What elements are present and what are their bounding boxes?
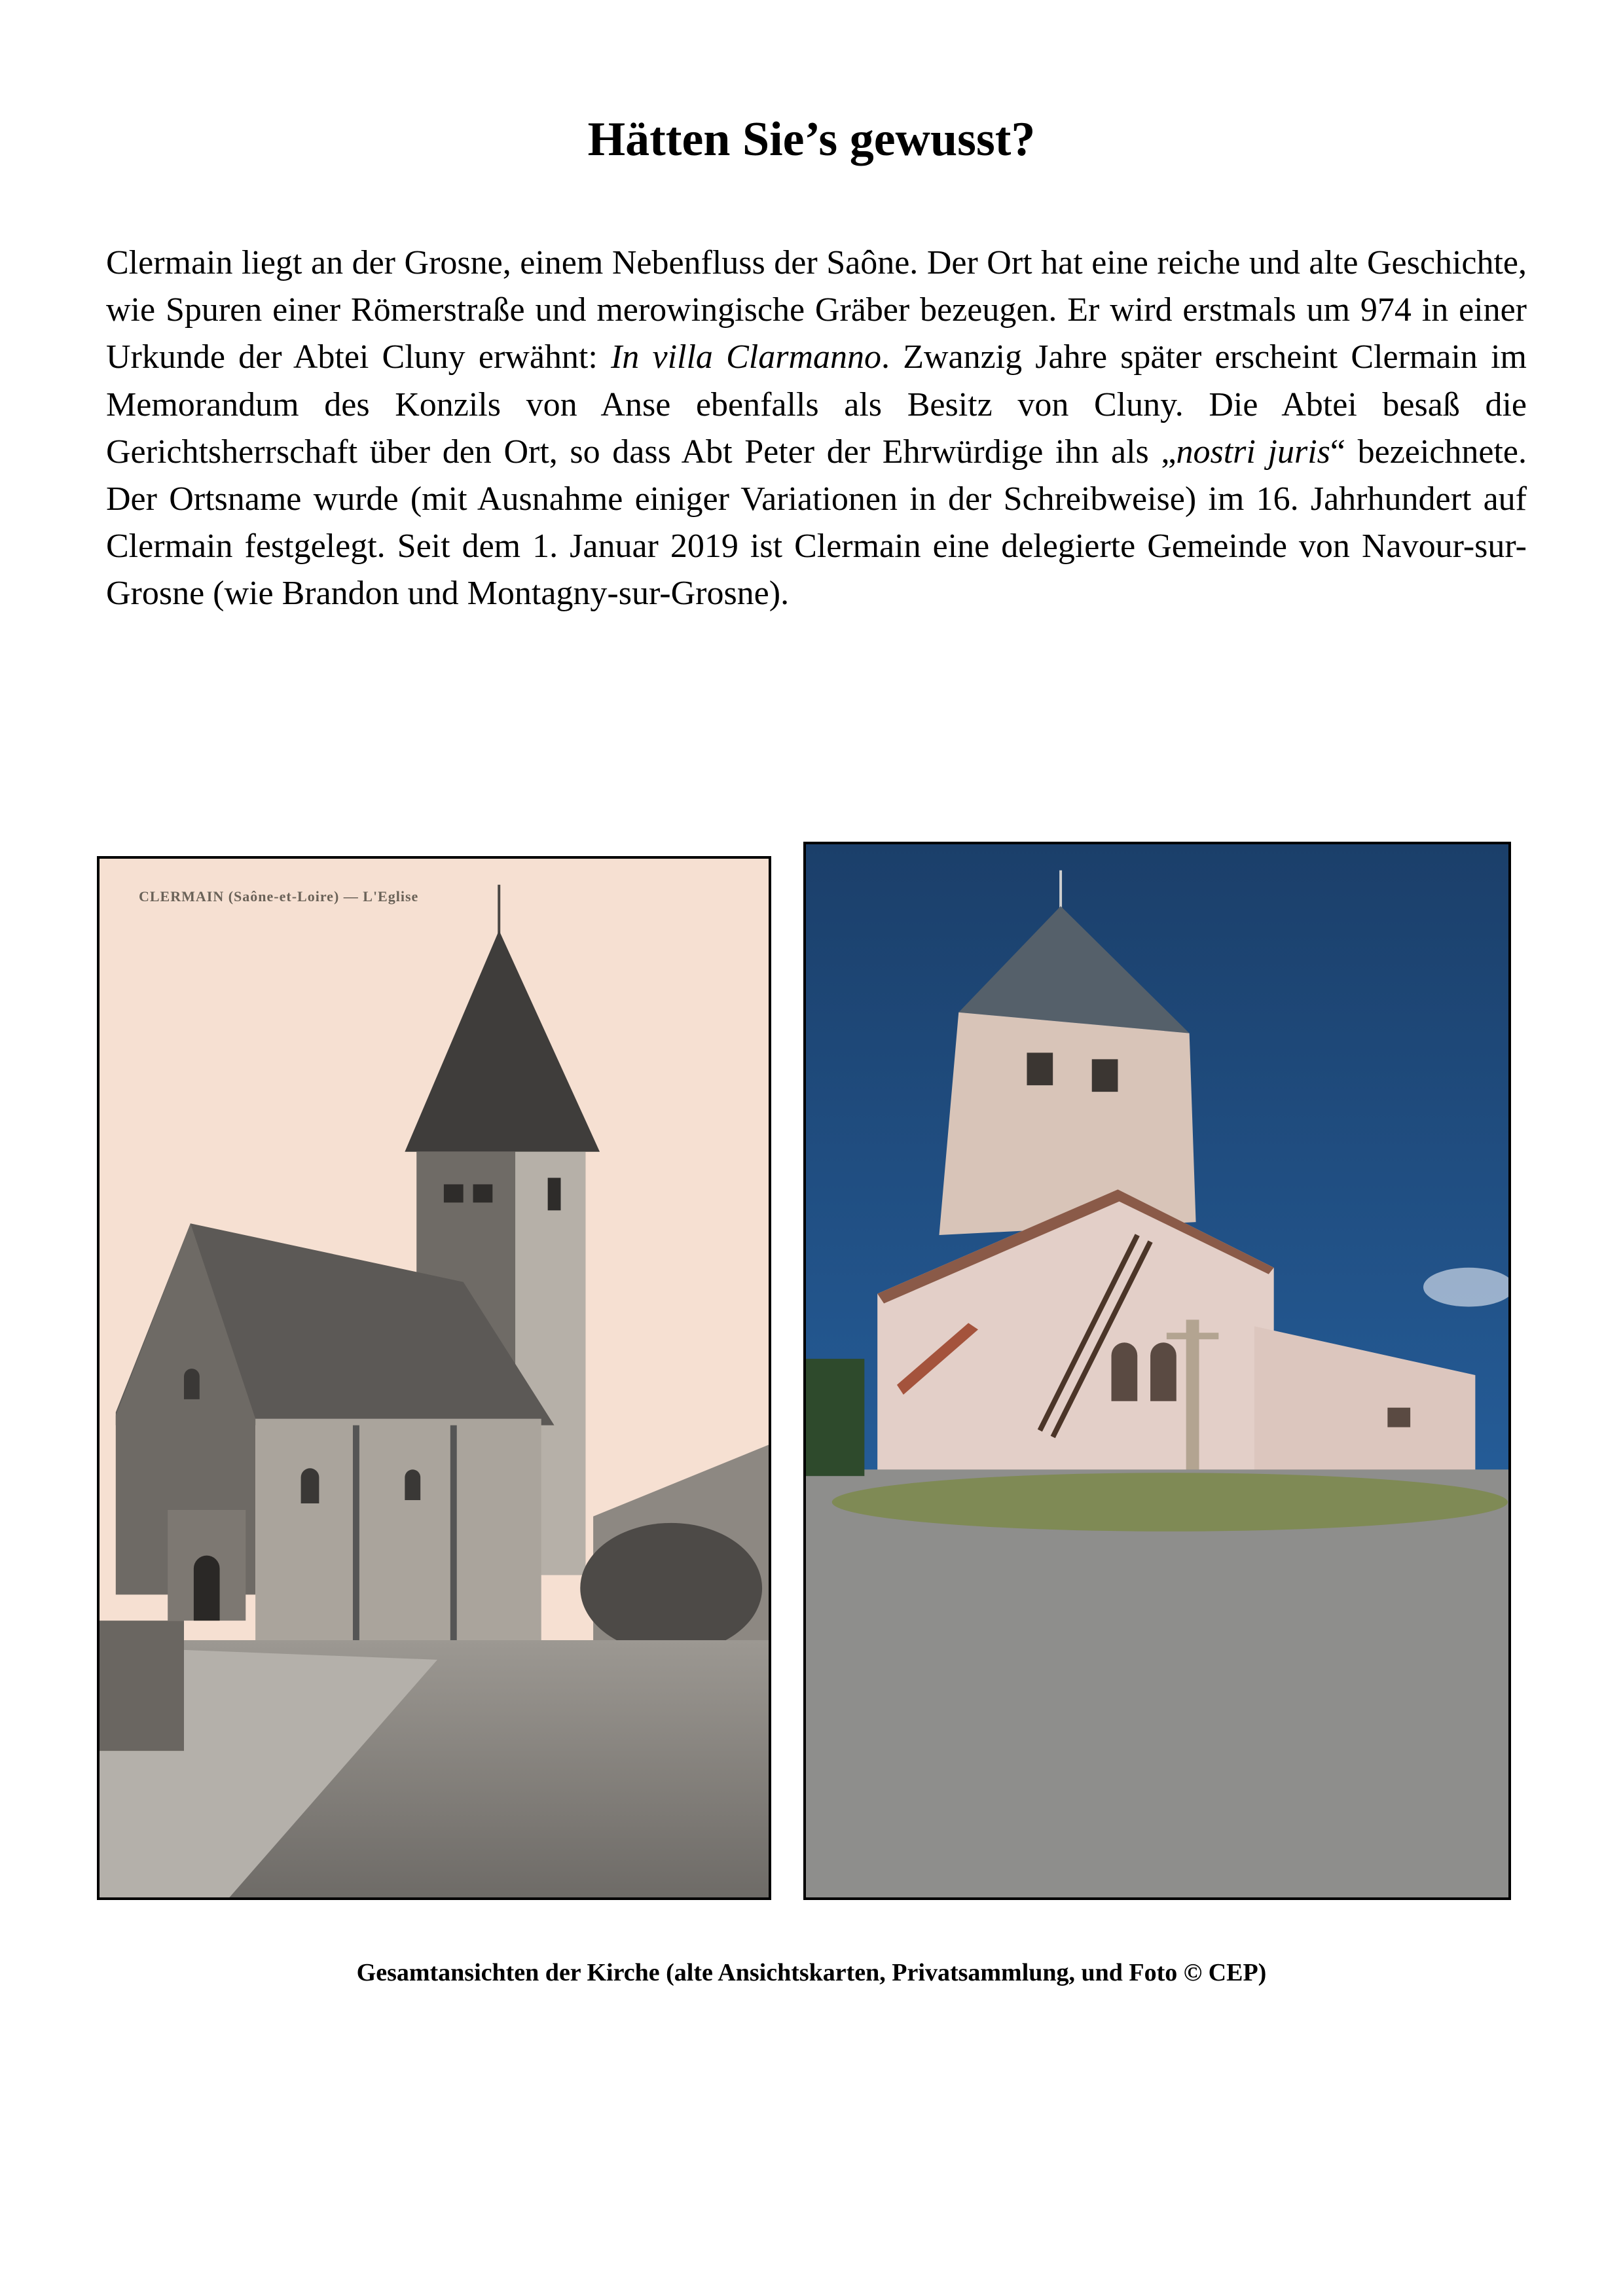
body-paragraph bbox=[106, 240, 1527, 618]
text-segment: . Zwanzig Jahre später erscheint Clermain im Memorandum des Konzils von Anse ebenfalls als Besitz von Cluny. Die Abtei besaß die Gerichtsherrschaft über den Ort, so dass Abt Peter der Ehrwürdige ihn als „ bbox=[106, 338, 1527, 471]
text-segment: Clermain liegt an der Grosne, einem Nebenfluss der Saône. Der Ort hat eine reiche und alte Geschichte, wie Spuren einer Römerstraße und merowingische Gräber bezeugen. Er wird erstmals um 974 in einer Urkunde der Abtei Cluny erwähnt: bbox=[106, 244, 1527, 376]
latin-quote: nostri juris bbox=[1176, 433, 1330, 471]
wall bbox=[100, 1621, 184, 1751]
old-postcard-image bbox=[97, 856, 771, 1900]
text-segment: “ bezeichnete. Der Ortsname wurde (mit Ausnahme einiger Variationen in der Schreibweise) im 16. Jahrhundert auf Clermain festgelegt. Seit dem 1. Januar 2019 ist Clermain eine delegierte Gemeinde von Navour-sur-Grosne (wie Brandon und Montagny-sur-Grosne). bbox=[106, 433, 1527, 613]
tree bbox=[580, 1523, 762, 1653]
road bbox=[806, 1469, 1508, 1897]
page-title: Hätten Sie’s gewusst? bbox=[587, 113, 1036, 166]
grass bbox=[832, 1473, 1508, 1532]
modern-church-illustration bbox=[806, 844, 1508, 1897]
tower bbox=[939, 1013, 1195, 1235]
modern-church-photo bbox=[803, 842, 1511, 1900]
old-church-illustration bbox=[100, 859, 769, 1897]
tower-roof bbox=[405, 930, 600, 1151]
trees bbox=[806, 1359, 864, 1476]
latin-quote: In villa Clarmanno bbox=[610, 338, 882, 376]
postcard-printed-label: CLERMAIN (Saône-et-Loire) — L'Eglise bbox=[139, 888, 419, 905]
figure-caption: Gesamtansichten der Kirche (alte Ansichtskarten, Privatsammlung, und Foto © CEP) bbox=[356, 1959, 1267, 1986]
nave-wall bbox=[255, 1419, 541, 1640]
stone-cross bbox=[1186, 1319, 1199, 1476]
